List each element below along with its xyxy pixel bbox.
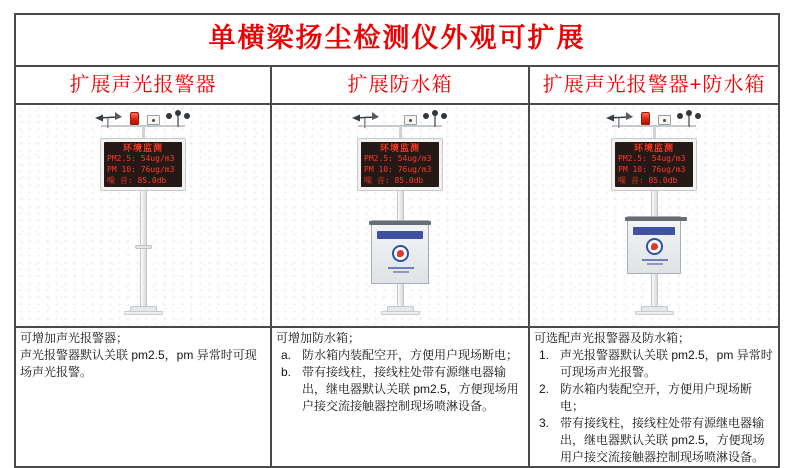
wind-vane-icon: [95, 111, 123, 128]
page-title: 单横梁扬尘检测仪外观可扩展: [15, 14, 779, 66]
device-figure-alarm: [53, 108, 233, 322]
led-screen: [361, 142, 439, 187]
box-tagline: [642, 259, 668, 261]
box-tagline-2: [393, 271, 409, 273]
pole-collar: [135, 245, 152, 249]
led-line-pm10: PM 10: 76ug/m3: [618, 165, 686, 174]
device-image-cell-2: [271, 104, 529, 327]
note-intro: 可增加防水箱；: [276, 331, 361, 345]
sensor-housing-icon: [404, 115, 417, 125]
note-item-marker: 1.: [539, 348, 550, 363]
notes-cell-alarm: [15, 327, 271, 467]
led-line-noise: 噪 音: 85.0db: [107, 176, 167, 185]
led-line-pm25: PM2.5: 54ug/m3: [364, 154, 432, 163]
led-screen: [104, 142, 182, 187]
box-tagline-2: [647, 263, 663, 265]
note-item-text: 带有接线柱，接线柱处带有源继电器输出，继电器默认关联 pm2.5，方便现场用户接交流接触器控制现场喷淋设备。: [560, 416, 765, 465]
led-title: 环境监测: [122, 143, 163, 153]
anemometer-icon: [165, 110, 191, 128]
note-item: [276, 347, 523, 364]
alarm-beacon-icon: [641, 112, 650, 125]
note-item-marker: b.: [281, 365, 292, 380]
note-item: [534, 415, 773, 466]
notes-cell-alarm-and-box: [529, 327, 779, 467]
led-display: [100, 138, 186, 191]
led-line-noise: 噪 音: 85.0db: [364, 176, 424, 185]
note-intro: 可选配声光报警器及防水箱；: [534, 331, 691, 345]
led-display: [357, 138, 443, 191]
box-banner: [633, 227, 675, 235]
anemometer-icon: [422, 110, 448, 128]
column-header-alarm: 扩展声光报警器: [15, 66, 271, 104]
column-header-alarm-plus-box: 扩展声光报警器+防水箱: [529, 66, 779, 104]
led-display: [611, 138, 697, 191]
led-screen: [615, 142, 693, 187]
pole-base-plate: [635, 311, 674, 315]
note-item-text: 声光报警器默认关联 pm2.5，pm 异常时可现场声光报警。: [560, 348, 773, 380]
box-logo-icon: [392, 245, 409, 262]
notes-cell-waterproof-box: [271, 327, 529, 467]
box-lid: [625, 217, 687, 221]
pole: [140, 191, 147, 308]
led-line-pm10: PM 10: 76ug/m3: [364, 165, 432, 174]
anemometer-icon: [676, 110, 702, 128]
pole-base-plate: [381, 311, 420, 315]
device-image-cell-1: [15, 104, 271, 327]
note-item-marker: 2.: [539, 382, 550, 397]
device-image-cell-3: [529, 104, 779, 327]
note-item-text: 防水箱内装配空开，方便用户现场断电；: [302, 348, 519, 363]
column-header-waterproof-box: 扩展防水箱: [271, 66, 529, 104]
note-item: [276, 364, 523, 415]
box-tagline: [388, 267, 414, 269]
led-line-pm10: PM 10: 76ug/m3: [107, 165, 175, 174]
box-logo-icon: [646, 238, 663, 255]
device-figure-alarm-and-box: [564, 108, 744, 322]
led-title: 环境监测: [633, 143, 674, 153]
alarm-beacon-icon: [130, 112, 139, 125]
waterproof-box: [371, 220, 429, 284]
wind-vane-icon: [606, 111, 634, 128]
box-lid: [369, 221, 431, 225]
spec-table: [14, 13, 780, 468]
note-item-marker: a.: [281, 348, 292, 363]
note-item-text: 防水箱内装配空开，方便用户现场断电；: [560, 382, 753, 414]
device-figure-waterproof-box: [310, 108, 490, 322]
note-item: [534, 347, 773, 381]
waterproof-box: [627, 216, 681, 274]
pole-base-plate: [124, 311, 163, 315]
led-title: 环境监测: [379, 143, 420, 153]
note-intro: 可增加声光报警器；: [20, 331, 129, 345]
note-item-text: 带有接线柱，接线柱处带有源继电器输出，继电器默认关联 pm2.5，方便现场用户接交流接触器控制现场喷淋设备。: [302, 365, 519, 414]
note-item: [534, 381, 773, 415]
sensor-housing-icon: [658, 115, 671, 125]
led-line-noise: 噪 音: 85.0db: [618, 176, 678, 185]
led-line-pm25: PM2.5: 54ug/m3: [618, 154, 686, 163]
sensor-housing-icon: [147, 115, 160, 125]
note-item-marker: 3.: [539, 416, 550, 431]
box-banner: [377, 231, 423, 239]
led-line-pm25: PM2.5: 54ug/m3: [107, 154, 175, 163]
note-paragraph: 声光报警器默认关联 pm2.5，pm 异常时可现场声光报警。: [20, 348, 257, 380]
wind-vane-icon: [352, 111, 380, 128]
